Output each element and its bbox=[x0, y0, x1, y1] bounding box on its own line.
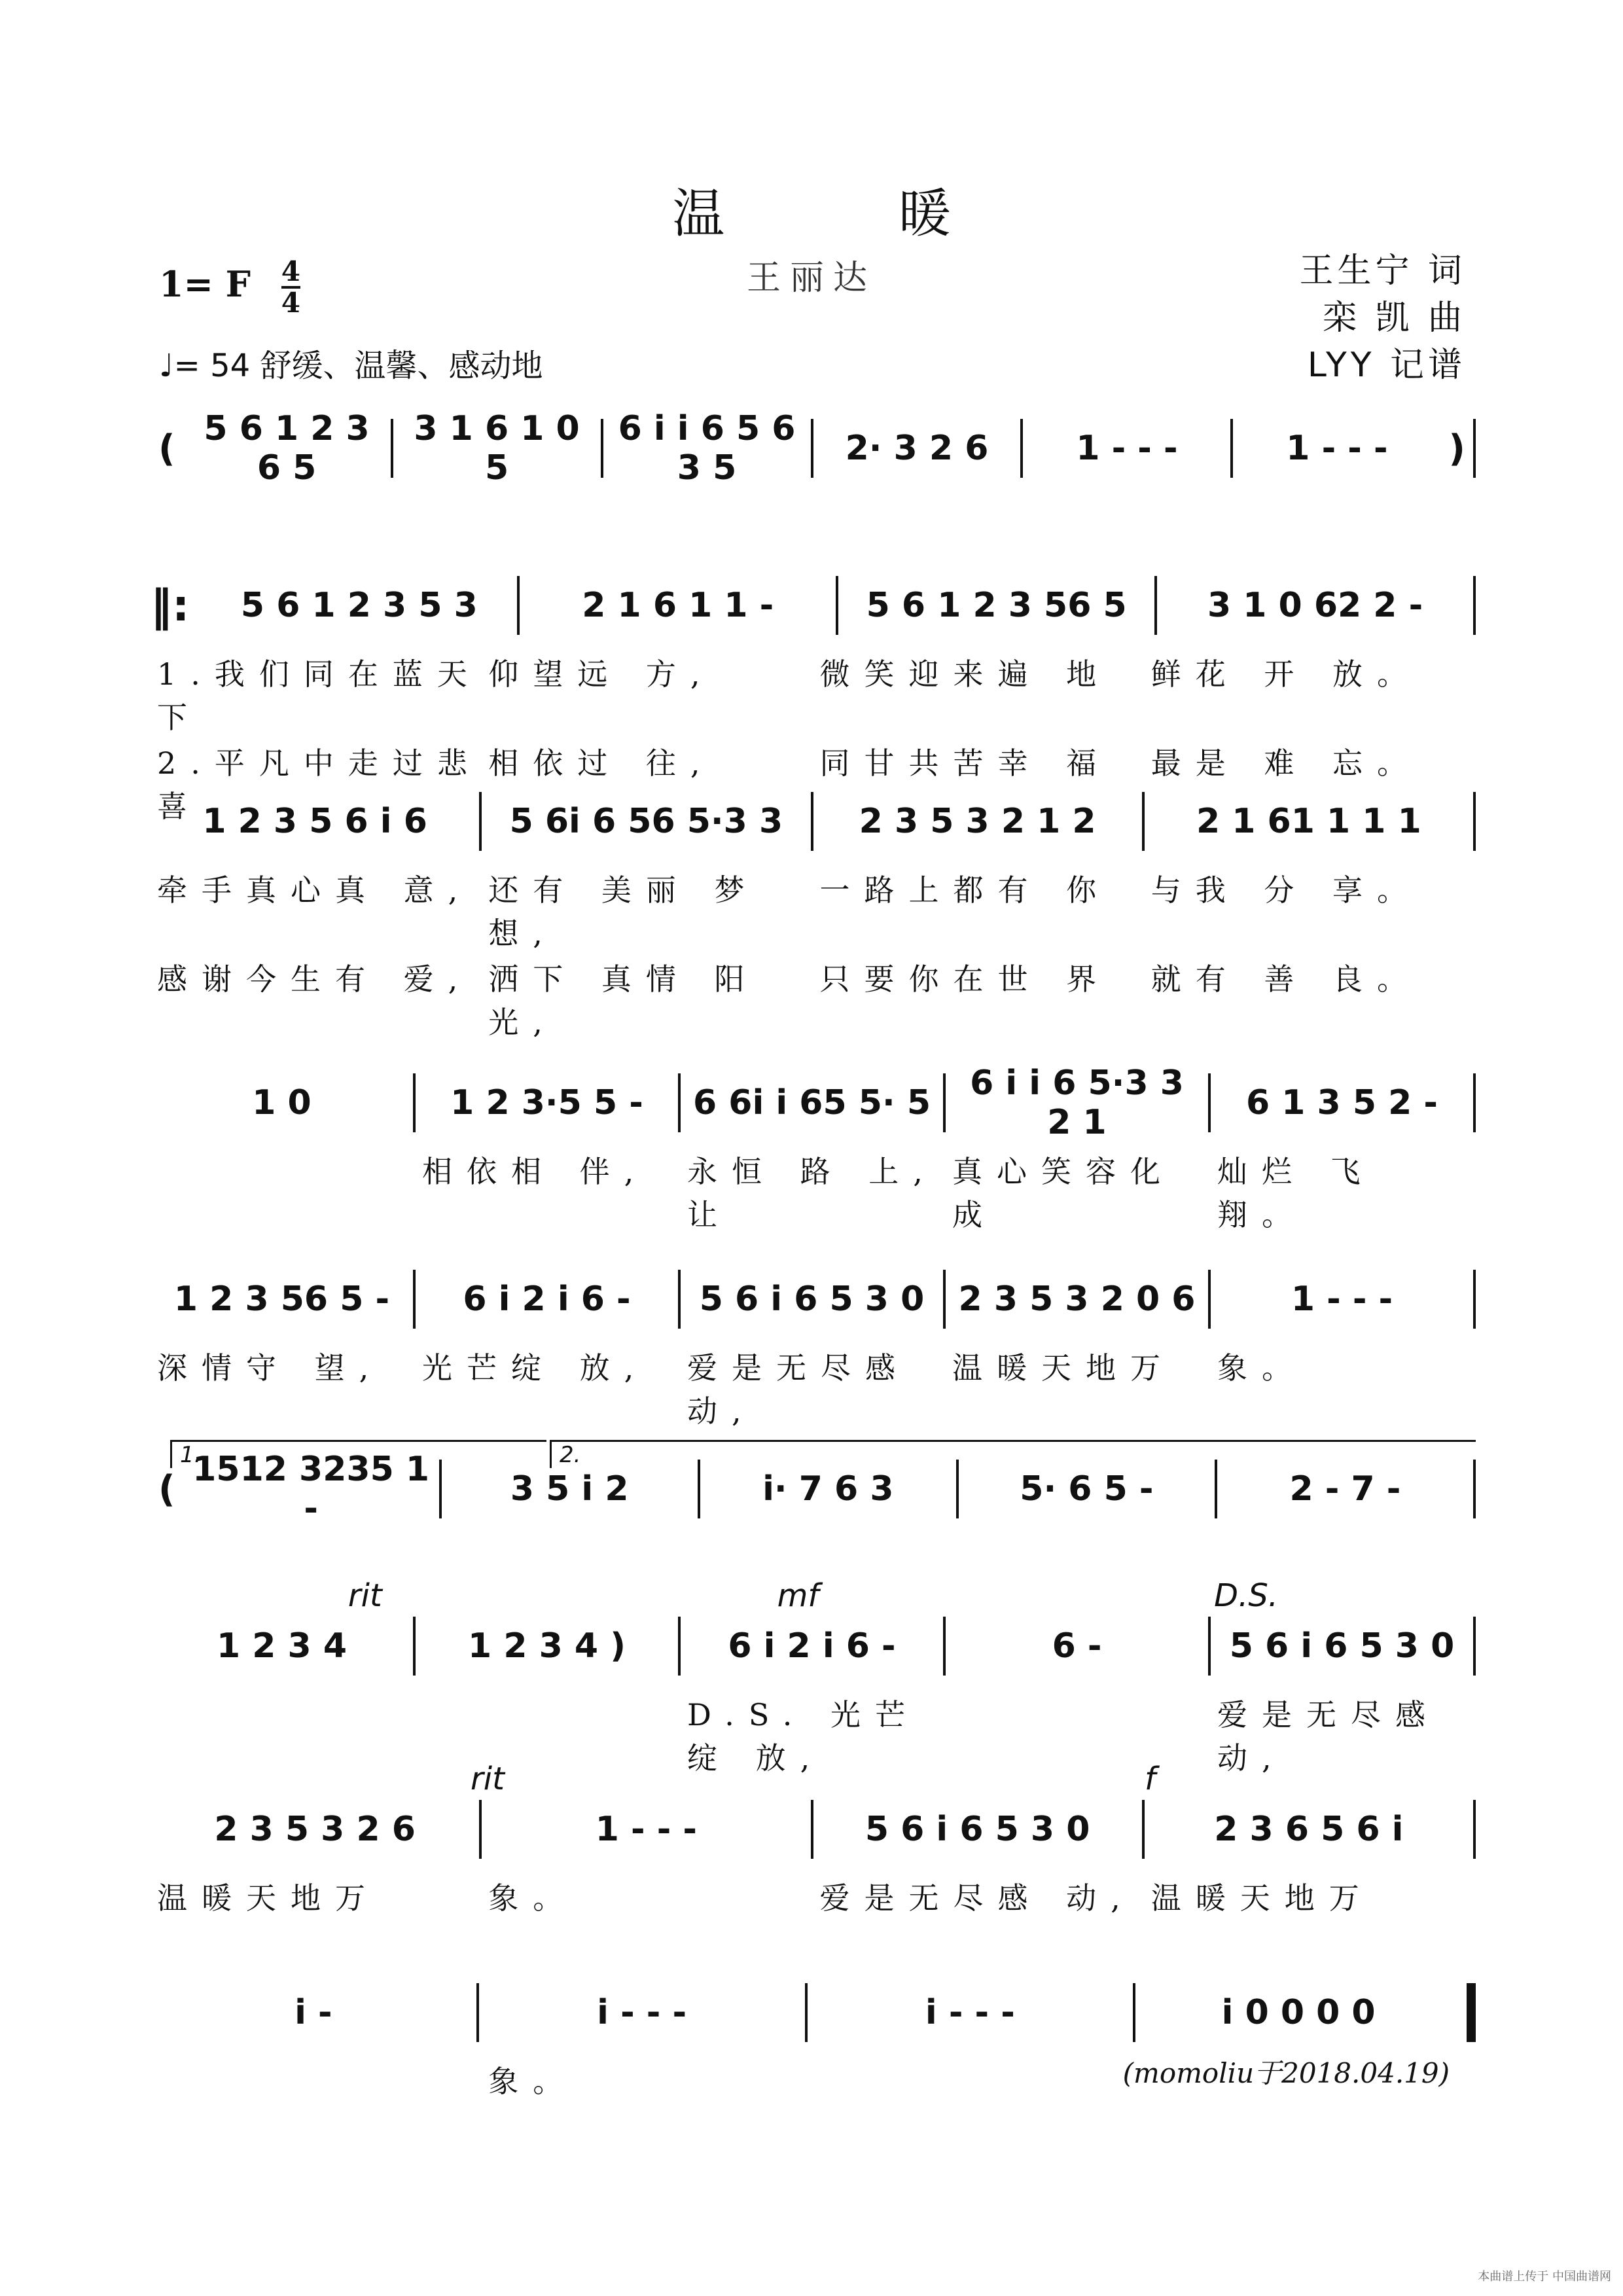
system-7 bbox=[151, 1577, 1476, 1778]
measure bbox=[1211, 1280, 1473, 1319]
measure bbox=[393, 409, 601, 488]
measure bbox=[959, 1469, 1215, 1509]
lyric-segment: 温暖天地万 bbox=[1150, 1880, 1374, 1916]
measure-notes: 1 2 3 5 6 i 6 bbox=[202, 802, 427, 841]
measure bbox=[151, 1083, 413, 1122]
lyric-segment: D.S. 光芒绽 放, bbox=[687, 1697, 919, 1776]
measure-notes: i - - - bbox=[597, 1993, 687, 2032]
lyric-segment: 温暖天地万 bbox=[157, 1880, 380, 1916]
lyric-segment: 1.我们同在蓝天下 bbox=[157, 656, 482, 735]
lyric-segment: 光芒绽 放, bbox=[422, 1350, 649, 1386]
measure bbox=[946, 1280, 1208, 1319]
expression-mark: rit bbox=[471, 1761, 505, 1797]
measure bbox=[416, 1626, 678, 1666]
lyric-segment: 相依相 伴, bbox=[422, 1154, 649, 1189]
lyric-segment: 与我 分 享。 bbox=[1150, 872, 1421, 908]
lyrics-verse-1 bbox=[151, 651, 1476, 737]
measure bbox=[151, 1993, 476, 2032]
measure bbox=[520, 586, 836, 625]
system-4 bbox=[151, 1060, 1476, 1234]
measure-notes: 1 2 3 4 ) bbox=[468, 1626, 626, 1666]
measure-notes: 6 i i 6 5 6 3 5 bbox=[618, 409, 796, 488]
barline bbox=[1473, 1460, 1476, 1518]
measure-notes: 5 6 1 2 3 5 3 bbox=[240, 586, 478, 625]
lyric-segment: 相依过 往, bbox=[488, 745, 715, 781]
barline bbox=[1473, 1800, 1476, 1859]
measure bbox=[1145, 1810, 1473, 1849]
barline bbox=[1473, 1617, 1476, 1676]
lyric-segment: 只要你在世 界 bbox=[819, 961, 1111, 997]
measure bbox=[1135, 1993, 1461, 2032]
measure bbox=[1217, 1469, 1473, 1509]
measure-notes: 1 - - - bbox=[595, 1810, 697, 1849]
lyrics-verse-1 bbox=[151, 867, 1476, 953]
measure-notes: i - bbox=[294, 1993, 332, 2032]
barline bbox=[1473, 1073, 1476, 1132]
measure-notes: 3 1 0 62 2 - bbox=[1207, 586, 1423, 625]
open-paren: ( bbox=[158, 1467, 175, 1511]
expression-mark: f bbox=[1145, 1761, 1156, 1797]
measure bbox=[681, 1280, 943, 1319]
barline bbox=[1467, 1983, 1476, 2042]
measure-notes: 2 3 6 5 6 i bbox=[1214, 1810, 1404, 1849]
measure bbox=[813, 429, 1021, 468]
lyric-segment: 就有 善 良。 bbox=[1150, 961, 1421, 997]
measure-notes: 2 3 5 3 2 0 6 bbox=[958, 1280, 1196, 1319]
measure-notes: 5 6 i 6 5 3 0 bbox=[865, 1810, 1090, 1849]
measure-notes: 2 1 61 1 1 1 bbox=[1196, 802, 1421, 841]
repeat-start-sign: ‖: bbox=[151, 580, 190, 631]
tempo-marking: ♩= 54 舒缓、温馨、感动地 bbox=[159, 348, 543, 384]
measure bbox=[813, 802, 1142, 841]
system-6 bbox=[151, 1442, 1476, 1532]
measure-notes: 2 1 6 1 1 - bbox=[582, 586, 774, 625]
lyricist: 王生宁 词 bbox=[1299, 251, 1466, 291]
measure-notes: 1 - - - bbox=[1291, 1280, 1393, 1319]
measure-notes: 6 6i i 65 5· 5 bbox=[692, 1083, 931, 1122]
lyric-segment: 永恒 路 上,让 bbox=[687, 1154, 937, 1232]
dynamics-marks bbox=[151, 1761, 1476, 1797]
notation-row bbox=[151, 1060, 1476, 1145]
time-signature-denominator: 4 bbox=[281, 287, 301, 319]
lyric-segment: 洒下 真情 阳光, bbox=[488, 961, 759, 1040]
measure-notes: 5 6i 6 56 5·3 3 bbox=[509, 802, 783, 841]
key-signature bbox=[159, 255, 301, 319]
measure bbox=[1145, 802, 1473, 841]
measure-notes: i· 7 6 3 bbox=[762, 1469, 894, 1509]
barline bbox=[1473, 419, 1476, 478]
lyric-segment: 深情守 望, bbox=[157, 1350, 383, 1386]
measure-notes: 6 i 2 i 6 - bbox=[463, 1280, 631, 1319]
lyric-segment: 2.平凡中走过悲喜 bbox=[157, 745, 482, 824]
measure bbox=[151, 802, 479, 841]
barline bbox=[1473, 792, 1476, 851]
measure bbox=[479, 1993, 805, 2032]
measure bbox=[416, 1083, 678, 1122]
measure bbox=[482, 802, 810, 841]
time-signature bbox=[281, 255, 301, 319]
lyric-segment: 爱是无尽感 动, bbox=[819, 1880, 1135, 1916]
measure-notes: 6 1 3 5 2 - bbox=[1245, 1083, 1438, 1122]
lyric-segment: 象。 bbox=[1217, 1350, 1306, 1386]
notation-row bbox=[151, 406, 1476, 491]
measure-notes: 5 6 i 6 5 3 0 bbox=[1229, 1626, 1455, 1666]
lyrics-verse-2 bbox=[151, 956, 1476, 1042]
barline bbox=[1473, 1270, 1476, 1329]
notation-row bbox=[151, 1970, 1476, 2055]
lyric-segment: 牵手真心真 意, bbox=[157, 872, 473, 908]
notation-row bbox=[151, 1257, 1476, 1342]
measure bbox=[442, 1469, 698, 1509]
lyric-segment: 温暖天地万 bbox=[952, 1350, 1175, 1386]
notation-row bbox=[151, 1604, 1476, 1689]
measure-notes: 5 6 1 2 3 56 5 bbox=[866, 586, 1127, 625]
measure-notes: i - - - bbox=[925, 1993, 1015, 2032]
lyric-segment: 感谢今生有 爱, bbox=[157, 961, 473, 997]
lyric-segment: 爱是无尽感 动, bbox=[687, 1350, 910, 1429]
measure bbox=[838, 586, 1154, 625]
measure-notes: 5 6 i 6 5 3 0 bbox=[699, 1280, 925, 1319]
measure-notes: 2 3 5 3 2 1 2 bbox=[859, 802, 1096, 841]
measure bbox=[946, 1064, 1208, 1142]
measure bbox=[681, 1626, 943, 1666]
credits bbox=[1299, 247, 1466, 389]
volta-second-ending: 2. bbox=[550, 1440, 1476, 1468]
open-paren: ( bbox=[158, 427, 175, 470]
lyric-segment: 仰望远 方, bbox=[488, 656, 715, 692]
time-signature-numerator: 4 bbox=[281, 255, 301, 287]
measure bbox=[603, 409, 811, 488]
measure bbox=[1211, 1083, 1473, 1122]
measure bbox=[183, 409, 391, 488]
measure bbox=[700, 1469, 956, 1509]
measure-notes: 1 2 3 56 5 - bbox=[173, 1280, 390, 1319]
transcription-note: (momoliu于2018.04.19) bbox=[1122, 2057, 1450, 2089]
measure-notes: 3 1 6 1 0 5 bbox=[414, 409, 580, 488]
measure bbox=[808, 1993, 1133, 2032]
measure-notes: 6 - bbox=[1052, 1626, 1102, 1666]
measure bbox=[946, 1626, 1208, 1666]
measure bbox=[416, 1280, 678, 1319]
singer-name: 王丽达 bbox=[746, 259, 876, 298]
lyric-segment: 象。 bbox=[488, 1880, 578, 1916]
measure-notes: 1 - - - bbox=[1076, 429, 1178, 468]
expression-mark: mf bbox=[777, 1577, 819, 1614]
measure-notes: 1 - - - bbox=[1286, 429, 1388, 468]
measure bbox=[1023, 429, 1230, 468]
lyric-segment: 爱是无尽感 动, bbox=[1217, 1697, 1440, 1776]
lyric-segment: 还有 美丽 梦想, bbox=[488, 872, 759, 951]
lyric-segment: 一路上都有 你 bbox=[819, 872, 1111, 908]
measure-notes: 5· 6 5 - bbox=[1020, 1469, 1154, 1509]
system-5 bbox=[151, 1257, 1476, 1431]
lyric-segment bbox=[151, 1148, 416, 1234]
watermark-text: 本曲谱上传于 中国曲谱网 bbox=[1478, 2270, 1611, 2284]
lyric-segment: 象。 bbox=[488, 2064, 578, 2099]
lyric-segment: 微笑迎来遍 地 bbox=[819, 656, 1111, 692]
lyric-segment bbox=[151, 2058, 482, 2101]
measure-notes: 1 0 bbox=[252, 1083, 312, 1122]
expression-mark: D.S. bbox=[1214, 1577, 1279, 1614]
measure-notes: 1 2 3·5 5 - bbox=[450, 1083, 643, 1122]
measure-notes: 3 5 i 2 bbox=[510, 1469, 629, 1509]
lyrics-verse-1 bbox=[151, 1344, 1476, 1431]
measure-notes: 2 - 7 - bbox=[1289, 1469, 1401, 1509]
dynamics-marks bbox=[151, 1577, 1476, 1614]
measure bbox=[681, 1083, 943, 1122]
system-1 bbox=[151, 406, 1476, 491]
measure-notes: 2 3 5 3 2 6 bbox=[214, 1810, 416, 1849]
measure bbox=[1211, 1626, 1473, 1666]
system-8 bbox=[151, 1761, 1476, 1918]
notation-row bbox=[151, 563, 1476, 648]
lyric-segment: 灿烂 飞 翔。 bbox=[1217, 1154, 1375, 1232]
song-title: 温 暖 bbox=[672, 183, 1029, 244]
measure bbox=[151, 1810, 479, 1849]
measure bbox=[151, 1280, 413, 1319]
lyrics-verse-1 bbox=[151, 1148, 1476, 1234]
notation-row bbox=[151, 779, 1476, 864]
measure-notes: 6 i 2 i 6 - bbox=[728, 1626, 896, 1666]
lyric-segment: 同甘共苦幸 福 bbox=[819, 745, 1111, 781]
measure-notes: 5 6 1 2 3 6 5 bbox=[204, 409, 370, 488]
measure-notes: 1 2 3 4 bbox=[216, 1626, 348, 1666]
measure-notes: 2· 3 2 6 bbox=[845, 429, 989, 468]
lyric-segment bbox=[813, 2058, 1145, 2101]
measure bbox=[1233, 429, 1440, 468]
lyric-segment: 鲜花 开 放。 bbox=[1150, 656, 1421, 692]
lyric-segment: 真心笑容化成 bbox=[952, 1154, 1175, 1232]
close-paren: ) bbox=[1448, 427, 1465, 470]
measure bbox=[813, 1810, 1142, 1849]
notation-row bbox=[151, 1787, 1476, 1872]
measure-notes: 1512 3235 1 - bbox=[192, 1450, 430, 1528]
composer: 栾 凯 曲 bbox=[1322, 298, 1466, 338]
lyric-segment: 最是 难 忘。 bbox=[1150, 745, 1421, 781]
measure bbox=[1157, 586, 1473, 625]
volta-first-ending: 1. bbox=[170, 1440, 546, 1468]
expression-mark: rit bbox=[348, 1577, 382, 1614]
system-3 bbox=[151, 779, 1476, 1042]
key-label: 1= F bbox=[159, 263, 251, 306]
measure bbox=[151, 1626, 413, 1666]
barline bbox=[1473, 576, 1476, 635]
measure-notes: i 0 0 0 0 bbox=[1221, 1993, 1376, 2032]
lyrics-verse-1 bbox=[151, 1874, 1476, 1918]
transcriber: LYY 记谱 bbox=[1307, 346, 1466, 385]
measure bbox=[201, 586, 517, 625]
measure-notes: 6 i i 6 5·3 3 2 1 bbox=[970, 1064, 1184, 1142]
measure bbox=[482, 1810, 810, 1849]
